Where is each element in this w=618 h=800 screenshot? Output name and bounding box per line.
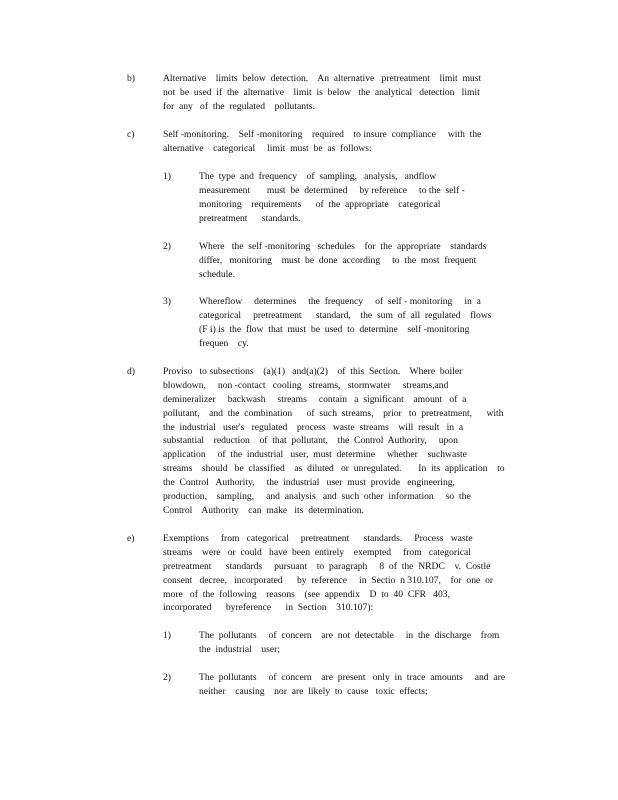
text-line: consent decree, incorporated by reference in Sectio n 310.107, for one or (163, 574, 494, 586)
text-line: alternative categorical limit must be as follows: (163, 142, 372, 154)
text-line: Where the self -monitoring schedules for the appropriate standards (199, 241, 487, 252)
text-line: blowdown, non -contact cooling streams, stormwater streams,and (163, 379, 449, 391)
text-line: streams should be classified as diluted or unregulated. In its application to (163, 463, 505, 475)
text-line: more of the following reasons (see appendix D to 40 CFR 403, (163, 588, 450, 600)
text-line: incorporated byreference in Section 310.107): (163, 602, 374, 614)
text-line: substantial reduction of that pollutant, the Control Authority, upon (163, 435, 458, 447)
text-line: The pollutants of concern are not detectable in the discharge from (199, 630, 500, 641)
text-line: the industrial user's regulated process waste streams will result in a (163, 421, 464, 433)
item-number: 3) (163, 296, 171, 307)
section-label: e) (127, 533, 135, 544)
text-line: the industrial user; (199, 643, 280, 655)
text-line: for any of the regulated pollutants. (163, 100, 315, 112)
text-line: measurement must be determined by reference to the self - (199, 184, 465, 196)
item-text (199, 671, 519, 699)
section-text (163, 532, 523, 615)
section-text (163, 128, 523, 156)
section-label: d) (127, 366, 135, 377)
text-line: Whereflow determines the frequency of self - monitoring in a (199, 296, 481, 307)
text-line: frequen cy. (199, 337, 249, 349)
text-line: pollutant, and the combination of such streams, prior to pretreatment, with (163, 407, 504, 419)
text-line: The pollutants of concern are present only in trace amounts and are (199, 672, 506, 683)
text-line: differ, monitoring must be done according to the most frequent (199, 254, 477, 266)
text-line: not be used if the alternative limit is below the analytical detection limit (163, 86, 480, 98)
item-text (199, 240, 519, 282)
text-line: The type and frequency of sampling, analysis, andflow (199, 171, 437, 182)
text-line: pretreatment standards. (199, 212, 301, 224)
item-number: 1) (163, 171, 171, 182)
item-text (199, 629, 519, 657)
item-number: 2) (163, 672, 171, 683)
item-text (199, 295, 519, 351)
section-text (163, 365, 523, 518)
text-line: Control Authority can make its determination. (163, 504, 364, 516)
text-line: demineralizer backwash streams contain a significant amount of a (163, 393, 467, 405)
text-line: categorical pretreatment standard, the sum of all regulated flows (199, 309, 492, 321)
text-line: application of the industrial user, must determine whether suchwaste (163, 449, 467, 461)
section-label: b) (127, 73, 135, 84)
section-label: c) (127, 129, 135, 140)
text-line: Proviso to subsections (a)(1) and(a)(2) of this Section. Where boiler (163, 366, 463, 377)
text-line: Alternative limits below detection. An alternative pretreatment limit must (163, 73, 482, 84)
text-line: (F i) is the flow that must be used to determine self -monitoring (199, 323, 470, 335)
text-line: schedule. (199, 268, 235, 280)
section-text (163, 72, 523, 114)
text-line: pretreatment standards pursuant to paragraph 8 of the NRDC v. Costle (163, 560, 491, 572)
text-line: Exemptions from categorical pretreatment standards. Process waste (163, 533, 473, 544)
item-text (199, 170, 519, 226)
text-line: production, sampling, and analysis and such other information so the (163, 491, 471, 503)
text-line: Self -monitoring. Self -monitoring required to insure compliance with the (163, 129, 482, 140)
text-line: neither causing nor are likely to cause toxic effects; (199, 685, 428, 697)
text-line: the Control Authority, the industrial user must provide engineering, (163, 477, 455, 489)
item-number: 2) (163, 241, 171, 252)
text-line: monitoring requirements of the appropriate categorical (199, 198, 441, 210)
text-line: streams were or could have been entirely exempted from categorical (163, 546, 471, 558)
item-number: 1) (163, 630, 171, 641)
